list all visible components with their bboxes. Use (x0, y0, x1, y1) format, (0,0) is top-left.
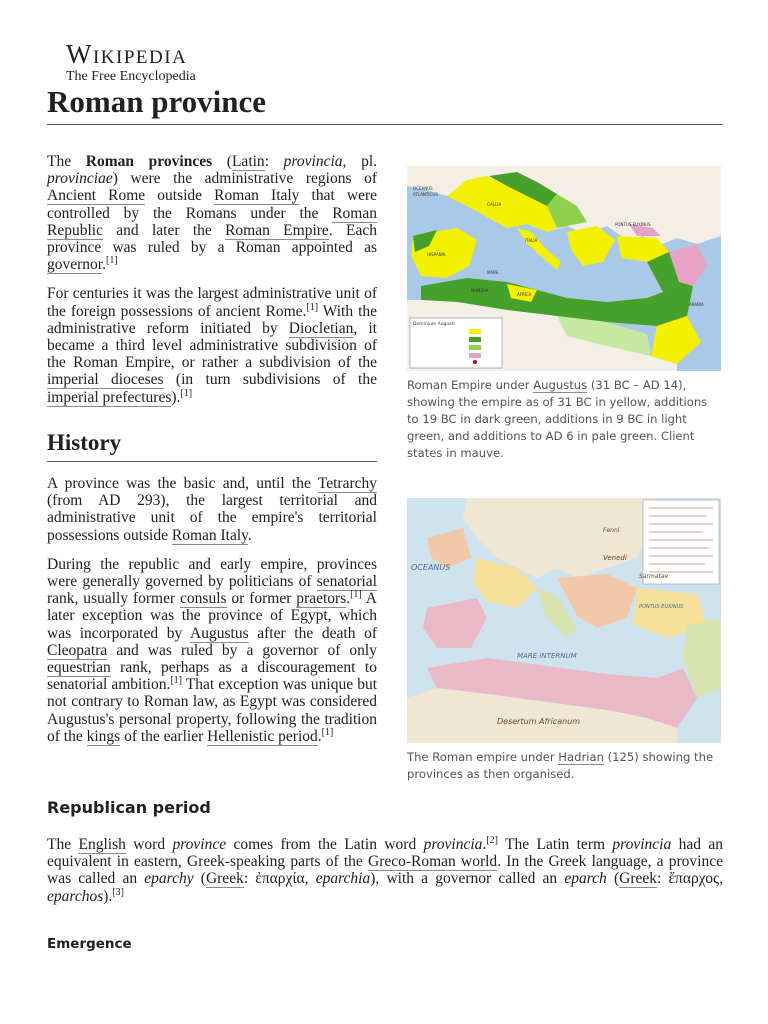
text-run: . (247, 526, 252, 544)
text-run: or former (226, 590, 297, 608)
wiki-link[interactable]: kings (86, 727, 121, 745)
figure-hadrian-map (407, 498, 721, 783)
text-run: . In the Greek language, a province was called an (47, 853, 724, 888)
text-run: (31 BC – AD 14), showing the empire as of 31 BC in yellow, additions to 19 BC in dark green, additions in 9 BC in light green, and additions to AD 6 in pale green. Client states in mauve. (407, 378, 708, 460)
map-label-numidia: NUMIDIA (471, 288, 489, 293)
text-run: . (346, 590, 351, 608)
wiki-link[interactable]: Greek (205, 870, 244, 888)
history-paragraph-1 (47, 475, 377, 544)
text-run: During the republic and early empire, provinces were generally governed by politicians of (47, 555, 377, 591)
bold-term: Roman provinces (85, 153, 213, 170)
text-run: of the earlier (120, 727, 208, 745)
citation-link[interactable]: [1] (321, 726, 334, 738)
text-run: comes from the Latin word (226, 836, 424, 853)
italic-term: province (172, 836, 227, 853)
text-run: The Latin term (497, 836, 613, 853)
text-run: . (317, 727, 322, 745)
wiki-link[interactable]: consuls (180, 590, 227, 608)
text-run: For centuries it was the largest administrative unit of the foreign possessions of ancient Rome. (47, 285, 377, 320)
text-run: A later exception was the province of Egypt, which was incorporated by (47, 590, 377, 642)
map2-label-mare-internum: MARE INTERNUM (517, 652, 577, 660)
history-paragraph-2 (47, 556, 377, 745)
wiki-link[interactable]: Roman Italy (214, 187, 300, 205)
wiki-link[interactable]: Roman Empire (225, 221, 329, 239)
hadrian-map-image[interactable] (407, 498, 721, 743)
map-label-mare: MARE (487, 270, 499, 275)
wiki-link[interactable]: Augustus (533, 378, 588, 392)
figure-augustus-map (407, 166, 721, 462)
map-label-atlanticus: ATLANTICUS (413, 192, 438, 197)
page-title: Roman province (47, 84, 267, 119)
citation-link[interactable]: [1] (105, 255, 118, 267)
republican-paragraph-1 (47, 836, 723, 905)
map2-label-desertum: Desertum Africanum (497, 717, 581, 726)
wiki-link[interactable]: Augustus (190, 624, 249, 642)
map2-label-oceanus: OCEANUS (411, 563, 451, 572)
text-run: Roman Empire under (407, 378, 534, 392)
wiki-link[interactable]: Greco-Roman world (368, 853, 498, 871)
citation-link[interactable]: [1] (180, 387, 193, 399)
map-label-hispania: HISPANIA (427, 252, 446, 257)
italic-term: eparchy (144, 870, 194, 888)
wiki-link[interactable]: Roman Italy (171, 526, 248, 544)
text-run: , it became a third level administrative subdivision of the Roman Empire, or rather a subdivision of the (47, 319, 377, 372)
text-run: word (125, 836, 173, 853)
text-run: rank, perhaps as a discouragement to senatorial ambition. (47, 659, 377, 694)
text-run: had an equivalent in eastern, Greek-speaking parts of the (47, 836, 724, 871)
text-run: . (482, 836, 487, 853)
wikipedia-logo[interactable] (66, 40, 196, 85)
citation-link[interactable]: [3] (112, 886, 124, 898)
text-run: (125) showing the provinces as then organised. (407, 750, 714, 781)
map-label-oceanus: OCEANUS (413, 186, 433, 191)
wiki-link[interactable]: imperial prefectures (47, 388, 172, 406)
text-run: The (47, 153, 86, 170)
republican-section (47, 836, 723, 905)
text-run: . (102, 256, 106, 274)
text-run: , pl. (342, 153, 377, 170)
map2-label-pontus: PONTUS EUXINUS (639, 604, 684, 610)
legend-swatch-dark-green (469, 337, 481, 342)
wiki-link[interactable]: praetors (296, 590, 347, 608)
citation-link[interactable]: [1] (350, 589, 362, 601)
history-heading: History (47, 430, 122, 455)
legend-swatch-yellow (469, 329, 481, 334)
wiki-link[interactable]: Tetrarchy (317, 475, 377, 492)
text-run: and later the (102, 221, 226, 239)
text-run: ) were the administrative regions of (112, 170, 377, 188)
text-run: (from AD 293), the largest territorial and administrative unit of the empire's territorial possessions outside (47, 492, 377, 544)
text-run: : ἔπαρχος, (657, 870, 723, 888)
intro-section (47, 153, 377, 406)
wiki-link[interactable]: equestrian (47, 659, 111, 677)
text-run: That exception was unique but not contrary to Roman law, as Egypt was considered Augustus's personal property, following the tradition of the (47, 676, 377, 745)
map-label-pontus: PONTUS EUXINUS (615, 222, 651, 227)
map2-label-sarmatae: Sarmatae (639, 573, 669, 580)
text-run: ). (171, 388, 181, 406)
text-run: The (47, 836, 79, 853)
map-label-arabia: ARABIA (689, 302, 704, 307)
italic-term: eparchia (315, 870, 371, 888)
text-run: that were controlled by the Romans under the (47, 187, 377, 222)
map-label-italia: ITALIA (525, 238, 538, 243)
text-run: . Each province was ruled by a Roman appointed as (47, 221, 377, 257)
map-label-gallia: GALLIA (487, 202, 502, 207)
map-legend-title: Dominium Augusti (413, 322, 455, 327)
wiki-link[interactable]: Hadrian (558, 750, 604, 764)
wiki-link[interactable]: Latin (231, 153, 265, 170)
map-label-africa: AFRICA (517, 292, 532, 297)
wiki-link[interactable]: English (78, 836, 126, 853)
text-run: ( (606, 870, 620, 888)
text-run: rank, usually former (47, 590, 181, 608)
italic-term: provincia (283, 153, 343, 170)
text-run: outside (145, 187, 215, 205)
title-divider (47, 124, 723, 125)
text-run: : ἐπαρχία, (243, 870, 316, 888)
hadrian-map-caption (407, 749, 721, 783)
text-run: and was ruled by a governor of only (107, 641, 377, 659)
logo-tagline: The Free Encyclopedia (66, 69, 196, 84)
text-run: The Roman empire under (407, 750, 559, 764)
wiki-link[interactable]: Diocletian (288, 319, 354, 337)
wiki-link[interactable]: senatorial (316, 573, 377, 591)
text-run: : (264, 153, 284, 170)
text-run: ), with a governor called an (370, 870, 565, 888)
text-run: A province was the basic and, until the (47, 475, 318, 492)
text-run: ( (212, 153, 232, 170)
citation-link[interactable]: [1] (306, 301, 319, 313)
map2-label-venedi: Venedi (603, 554, 627, 562)
wiki-link[interactable]: Hellenistic period (207, 727, 318, 745)
wiki-link[interactable]: Ancient Rome (47, 187, 146, 205)
italic-term: provincia (612, 836, 672, 853)
italic-term: eparchos (47, 887, 104, 905)
legend-marker-red (473, 360, 477, 364)
text-run: With the administrative reform initiated by (47, 302, 378, 337)
augustus-map-image[interactable] (407, 166, 721, 371)
wiki-link[interactable]: imperial dioceses (47, 371, 164, 389)
italic-term: eparch (564, 870, 607, 888)
intro-paragraph-2 (47, 285, 377, 405)
legend-swatch-mauve (469, 353, 481, 358)
republican-period-heading: Republican period (47, 798, 211, 817)
logo-wordmark: Wikipedia (66, 39, 188, 69)
emergence-heading: Emergence (47, 936, 132, 952)
map2-legend-box (643, 500, 719, 584)
history-divider (47, 461, 377, 462)
wiki-link[interactable]: Roman Republic (47, 204, 377, 239)
wiki-link[interactable]: Cleopatra (47, 641, 108, 659)
citation-link[interactable]: [1] (170, 675, 183, 687)
text-run: ( (193, 870, 206, 888)
augustus-map-caption (407, 377, 721, 462)
italic-term: provinciae (47, 170, 113, 188)
intro-paragraph-1 (47, 153, 377, 273)
citation-link[interactable]: [2] (486, 835, 498, 846)
legend-swatch-light-green (469, 345, 481, 350)
italic-term: provincia (423, 836, 483, 853)
text-run: ). (103, 887, 113, 905)
map2-label-fenni: Fenni (603, 527, 620, 534)
history-section (47, 475, 377, 745)
text-run: (in turn subdivisions of the (163, 371, 377, 389)
wiki-link[interactable]: governor (47, 256, 103, 274)
text-run: after the death of (248, 624, 378, 642)
wiki-link[interactable]: Greek (619, 870, 658, 888)
